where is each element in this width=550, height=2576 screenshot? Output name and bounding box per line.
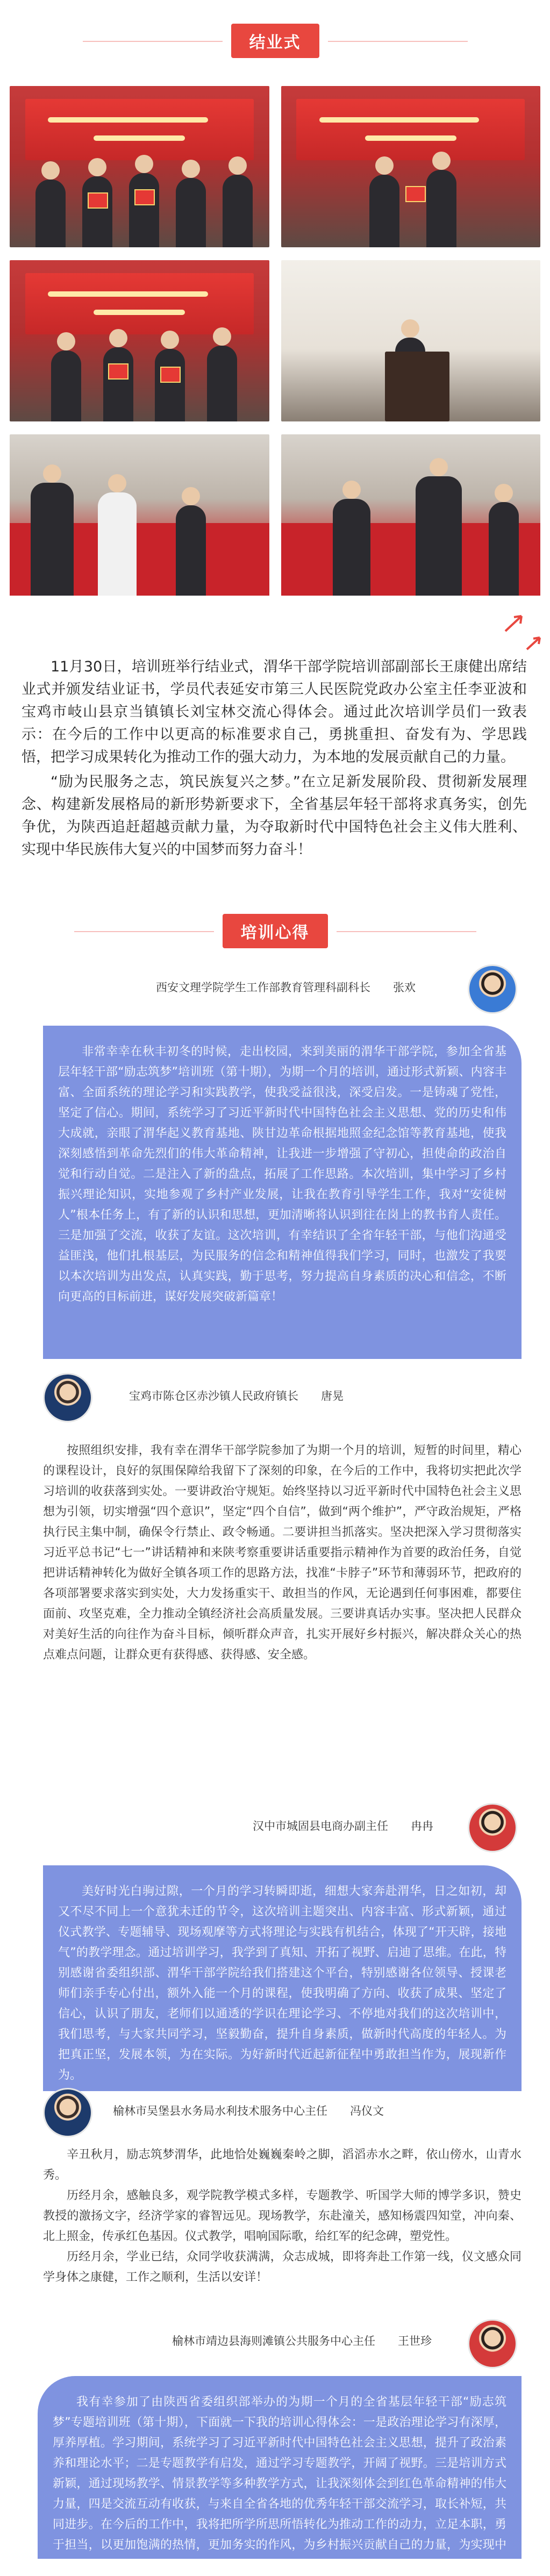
author-avatar [43,1373,92,1422]
reflection-card [38,2376,522,2572]
decorative-arrow-icon [525,634,543,653]
reflection-card [43,1865,522,2091]
reflection-header [0,1801,550,1855]
reflection-header [0,2086,550,2139]
reflection-paragraph: 辛丑秋月，励志筑梦渭华，此地恰处巍巍秦岭之脚，滔滔赤水之畔，依山傍水，山青水秀。 [43,2148,522,2182]
reflection-paragraph: 按照组织安排，我有幸在渭华干部学院参加了为期一个月的培训，短暂的时间里，精心的课程设计，良好的氛围保障给我留下了深刻的印象，在今后的工作中，我将切实把此次学习培训的收获落到实处。一要讲政治守规矩。始终坚持以习近平新时代中国特色社会主义思想为引领，切实增强“四个意识”，坚定“四个自信”，做到“两个维护”，严守政治规矩，严格执行民主集中制，确保令行禁止、政令畅通。二要讲担当抓落实。坚决把深入学习贯彻落实习近平总书记“七一”讲话精神和来陕考察重要讲话重要指示精神作为首要的政治任务，自觉把讲话精神转化为做好全镇各项工作的思路方法，找准“卡脖子”环节和薄弱环节，把政府的各项部署要求落实到实处，大力发扬重实干、敢担当的作风，无论遇到任何事困难，都要住面前、攻坚克难，全力推动全镇经济社会高质量发展。三要讲真话办实事。坚决把人民群众对美好生活的向往作为奋斗目标，倾听群众声音，扎实开展好乡村振兴，解决群众关心的热点难点问题，让群众更有获得感、获得感、安全感。 [43,1444,522,1662]
photo-speaker-podium [281,260,541,421]
author-avatar [468,964,517,1014]
graduation-paragraph: 11月30日，培训班举行结业式，渭华干部学院培训部副部长王康健出席结业式并颁发结业证书，学员代表延安市第三人民医院党政办公室主任李亚波和宝鸡市岐山县京当镇镇长刘宝林交流心得体会。通过此次培训学员们一致表示：在今后的工作中以更高的标准要求自己，勇挑重担、奋发有为、学思践悟，把学习成果转化为推动工作的强大动力，为本地的发展贡献自己的力量。 [22,659,527,765]
reflection-author: 西安文理学院学生工作部教育管理科副科长 张欢 [156,981,416,994]
reflection-author: 榆林市吴堡县水务局水利技术服务中心主任 冯仪文 [113,2105,384,2117]
reflection-paragraph: 美好时光白驹过隙，一个月的学习转瞬即逝，细想大家奔赴渭华，日之如初，却又不尽不同上一个意犹未迁的节令，这次培训主题突出、内容丰富、形式新颖，通过仪式教学、专题辅导、现场观摩等方式将理论与实践有机结合，体现了“开天辟，接地气”的教学理念。通过培训学习，我学到了真知、开拓了视野、启迪了思维。在此，特别感谢省委组织部、渭华干部学院给我们搭建这个平台，特别感谢各位领导、授课老师们亲手专心付出，额外入能一个月的课程，使我明确了方向、收获了成果、坚定了信心，认识了朋友，老师们以通透的学识在理论学习、不停地对我们的这次培训中，我们思考，与大家共同学习，坚毅勤奋，提升自身素质，做新时代高度的年轻人。为把真正坚，发展本领，为在实际。为好新时代近起新征程中勇敢担当作为，展现新作为。 [58,1885,506,2082]
section-title-graduation [231,24,319,58]
photo-signing-banner-1 [10,434,269,596]
graduation-summary [22,656,527,863]
reflection-body [43,2145,522,2322]
photo-signing-banner-2 [281,434,541,596]
reflection-paragraph: 历经月余，感触良多，观学院教学模式多样，专题教学、听国学大师的博学多识，赞史教授的激扬文字，经济学家的睿智远见。现场教学，东赴潼关，感知杨震四知堂，冲向秦、北上照金，传承红色基因。仪式教学，唱响国际歌，给红军的纪念碑，塑党性。 [43,2189,522,2243]
reflection-author: 榆林市靖边县海则滩镇公共服务中心主任 王世珍 [172,2335,432,2348]
reflection-author: 宝鸡市陈仓区赤沙镇人民政府镇长 唐晃 [129,1390,344,1403]
photo-certificate-group-2 [10,260,269,421]
section-title-text: 培训心得 [240,924,310,942]
photo-certificate-group-1 [10,86,269,247]
section-title-text: 结业式 [249,33,301,52]
reflection-body [43,1441,522,1795]
photo-certificate-presentation [281,86,541,247]
reflection-header [0,2317,550,2371]
graduation-paragraph: “励为民服务之志，筑民族复兴之梦。”在立足新发展阶段、贯彻新发展理念、构建新发展格局的新形势新要求下，全省基层年轻干部将求真务实，创先争优，为陕西追赶超越贡献力量，为夺取新时代中国特色社会主义伟大胜利、实现中华民族伟大复兴的中国梦而努力奋斗！ [22,774,527,858]
reflection-paragraph: 历经月余，学业已结，众同学收获满满，众志成城，即将奔赴工作第一线，仪文感众同学身体之康健，工作之顺利，生活以安详！ [43,2250,522,2284]
reflection-author: 汉中市城固县电商办副主任 冉冉 [253,1820,433,1833]
reflection-header [0,962,550,1016]
photo-gallery [10,86,540,602]
author-avatar [468,2319,517,2369]
section-title-reflections [223,914,328,948]
reflection-card [43,1026,522,1359]
reflection-paragraph: 我有幸参加了由陕西省委组织部举办的为期一个月的全省基层年轻干部“励志筑梦”专题培训班（第十期），下面就一下我的培训心得体会：一是政治理论学习有深厚，厚养厚植。学习期间，系统学习了习近平新时代中国特色社会主义思想，提升了政治素养和理论水平；二是专题教学有启发，通过学习专题教学，开阔了视野。三是培训方式新颖，通过现场教学、情景教学等多种教学方式，让我深刻体会到红色革命精神的伟大力量，四是交流互动有收获，与来自全省各地的优秀年轻干部交流学习，取长补短，共同进步。在今后的工作中，我将把所学所思所悟转化为推动工作的动力，立足本职，勇于担当，以更加饱满的热情，更加务实的作风，为乡村振兴贡献自己的力量，为实现中华民族伟大复兴的中国梦而努力奋斗。 [53,2395,506,2572]
decorative-arrow-icon [503,613,525,634]
author-avatar [468,1803,517,1852]
reflection-paragraph: 非常幸幸在秋丰初冬的时候，走出校园，来到美丽的渭华干部学院，参加全省基层年轻干部“励志筑梦”培训班（第十期），为期一个月的培训，通过形式新颖、内容丰富、全面系统的理论学习和实践教学，使我受益很浅，深受启发。一是铸魂了党性，坚定了信心。期间，系统学习了习近平新时代中国特色社会主义思想、党的历史和伟大成就，亲眼了渭华起义教育基地、陕甘边革命根据地照金纪念馆等教育基地，使我深刻感悟到革命先烈们的伟大革命精神，让我进一步增强了守初心，担使命的政治自觉和行动自觉。二是注入了新的盘点，拓展了工作思路。本次培训，集中学习了乡村振兴理论知识，实地参观了乡村产业发展，让我在教育引导学生工作，我对“安徒树人”根本任务上，有了新的认识和思想，更加清晰将认识到往在岗上的教书育人责任。三是加强了交流，收获了友谊。这次培训，有幸结识了全省年轻干部，与他们沟通受益匪浅，他们扎根基层，为民服务的信念和精神值得我们学习，同时，也激发了我要以本次培训为出发点，认真实践，勤于思考，努力提高自身素质的决心和信念，不断向更高的目标前进，谋好发展突破新篇章！ [58,1045,506,1304]
author-avatar [43,2088,92,2137]
reflection-header [0,1371,550,1425]
